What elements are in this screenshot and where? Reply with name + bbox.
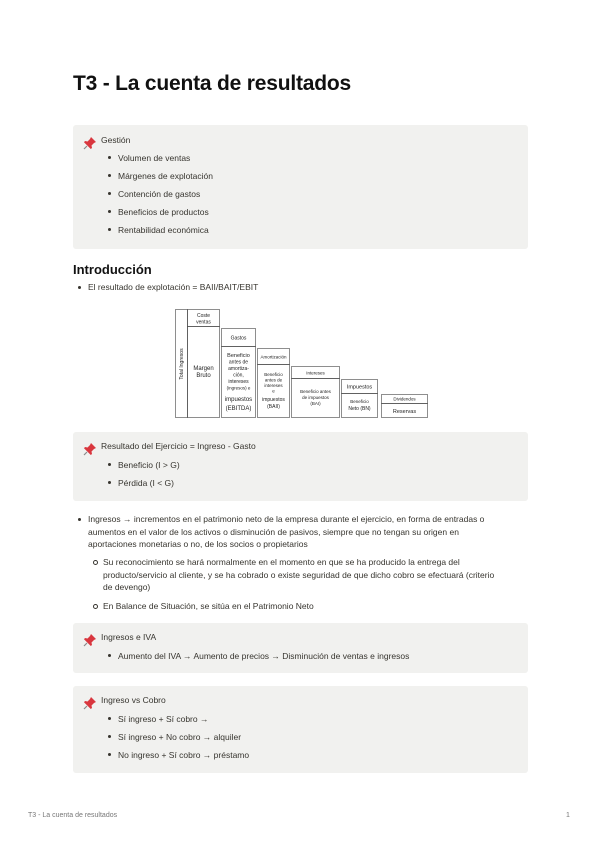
resultado-list [118, 459, 180, 495]
baii-label: e [272, 388, 275, 394]
page-number: 1 [566, 812, 570, 819]
impuestos-label: Impuestos [346, 384, 373, 391]
pushpin-icon [83, 633, 97, 647]
list-item: Aumento del IVA → Aumento de precios → Disminución de ventas e ingresos [118, 650, 409, 668]
baii-label: antes de [264, 377, 283, 383]
gestion-callout [73, 125, 528, 249]
bai-label: Beneficio antes [300, 389, 331, 394]
baii-label: Beneficio [264, 372, 283, 377]
income-statement-diagram [175, 309, 430, 419]
baii-label: intereses [264, 383, 283, 388]
list-item: Beneficio (I > G) [118, 459, 180, 477]
pushpin-icon [83, 696, 97, 710]
intro-bullet: El resultado de explotación = BAII/BAIT/EBIT [88, 282, 259, 292]
iva-title: Ingresos e IVA [101, 632, 157, 642]
list-item: Sí ingreso + No cobro → alquiler [118, 731, 249, 749]
list-item: Beneficios de productos [118, 206, 213, 224]
margen-bruto-label: Margen [193, 366, 214, 372]
ebitda-label: intereses [228, 379, 249, 385]
intereses-label: Intereses [306, 370, 325, 376]
baii-label: (BAII) [267, 404, 280, 410]
ingresos-bullet: Ingresos → incrementos en el patrimonio neto de la empresa durante el ejercicio, en forma de entradas o aumentos en el valor de los activos o disminución de pasivos, siempre que no tengan su origen en aportaciones monetarias o no, de los socios o propietarios [88, 513, 528, 551]
ingresos-sub-bullet: Su reconocimiento se hará normalmente en el momento en que se ha producido la entrega del producto/servicio al cliente, y se ha cobrado o existe seguridad de que dicho cobro se efectuará (criterio de devengo) [103, 556, 528, 594]
resultado-callout [73, 432, 528, 501]
ebitda-label: (EBITDA) [225, 406, 252, 412]
ebitda-label: Beneficio [227, 353, 250, 359]
list-item: Rentabilidad económica [118, 224, 213, 242]
gestion-list [118, 152, 213, 242]
pushpin-icon [83, 442, 97, 456]
list-item: No ingreso + Sí cobro → préstamo [118, 749, 249, 767]
beneficio-neto-label: Neto (BN) [348, 406, 371, 412]
list-item: Sí ingreso + Sí cobro → [118, 713, 249, 731]
cobro-list [118, 713, 249, 767]
beneficio-neto-label: Beneficio [350, 399, 369, 404]
ebitda-label: amortiza- [228, 366, 249, 372]
section-heading-introduccion: Introducción [73, 262, 152, 277]
margen-bruto-label: Bruto [196, 373, 211, 379]
iva-callout [73, 623, 528, 673]
cobro-title: Ingreso vs Cobro [101, 695, 166, 705]
ingresos-sub-bullet: En Balance de Situación, se sitúa en el Patrimonio Neto [103, 601, 314, 611]
list-item: Pérdida (I < G) [118, 477, 180, 495]
page-title: T3 - La cuenta de resultados [73, 72, 351, 95]
ebitda-label: (ingresos) e [226, 385, 251, 391]
coste-ventas-label: Coste [196, 313, 211, 319]
ebitda-label: antes de [228, 359, 249, 366]
margen-bruto-box [188, 327, 220, 418]
coste-ventas-label: ventas [196, 319, 211, 326]
iva-list [118, 650, 409, 668]
reservas-label: Reservas [392, 409, 417, 415]
cobro-callout [73, 686, 528, 773]
dividendos-label: Dividendos [393, 396, 416, 402]
total-ingresos-label: Total Ingresos [179, 348, 185, 380]
footer-title: T3 - La cuenta de resultados [28, 812, 118, 819]
gestion-title: Gestión [101, 135, 131, 145]
list-item: Volumen de ventas [118, 152, 213, 170]
list-item: Márgenes de explotación [118, 170, 213, 188]
baii-label: impuestos [262, 397, 285, 403]
resultado-title: Resultado del Ejercicio = Ingreso - Gasto [101, 441, 256, 451]
bai-label: de impuestos [302, 395, 329, 400]
pushpin-icon [83, 136, 97, 150]
list-item: Contención de gastos [118, 188, 213, 206]
gastos-label: Gastos [230, 335, 247, 342]
ebitda-label: ción, [233, 372, 244, 379]
bai-label: (BAI) [310, 401, 321, 406]
amortizacion-label: Amortización [260, 354, 287, 360]
ebitda-label: impuestos [224, 397, 253, 403]
